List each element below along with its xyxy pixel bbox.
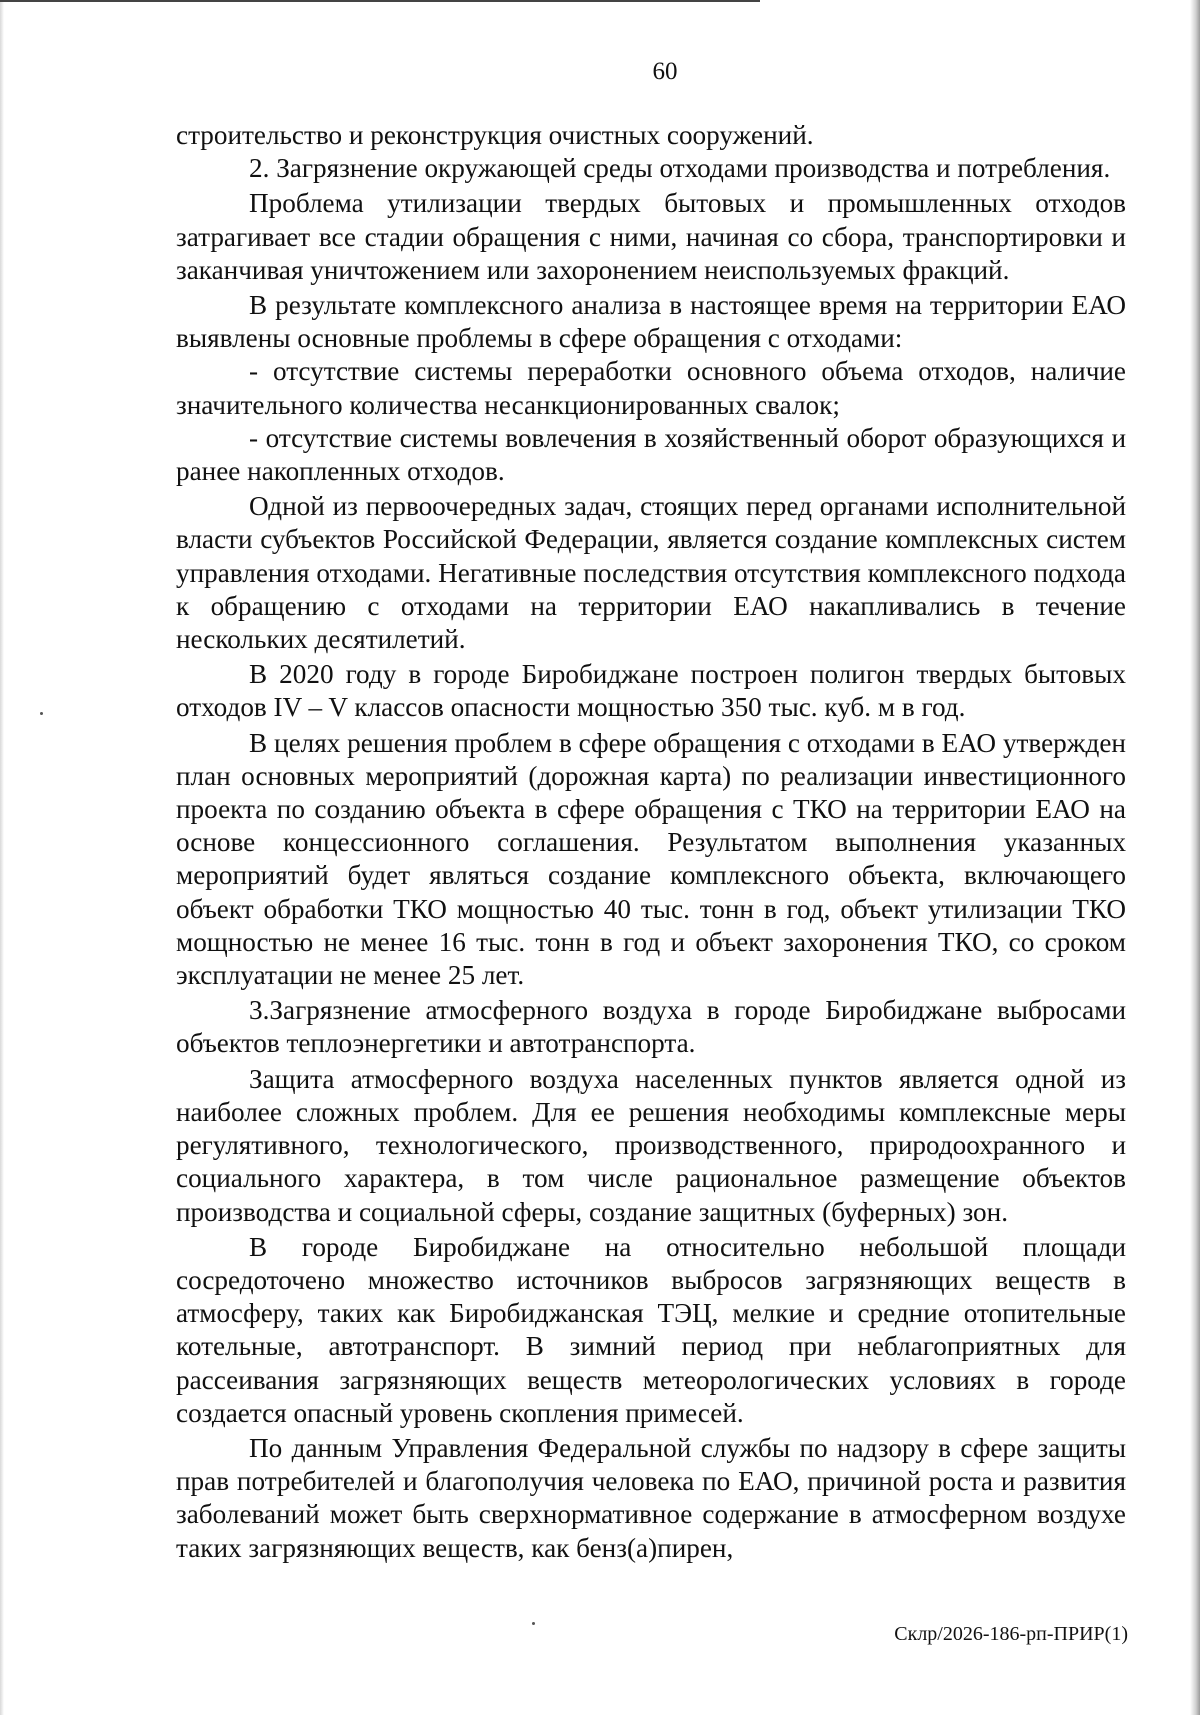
- scan-left-edge: [0, 0, 4, 1715]
- scan-right-edge: [1190, 0, 1200, 1715]
- page-number: 60: [652, 58, 678, 85]
- paragraph: строительство и реконструкция очистных сооружений.: [176, 120, 814, 150]
- document-body: [176, 119, 1126, 1565]
- paragraph: В результате комплексного анализа в настоящее время на территории ЕАО выявлены основные проблемы в сфере обращения с отходами:: [176, 290, 1126, 354]
- paragraph: В целях решения проблем в сфере обращения с отходами в ЕАО утвержден план основных мероприятий (дорожная карта) по реализации инвестиционного проекта по созданию объекта в сфере обращения с ТКО на территории ЕАО на основе концессионного соглашения. Результатом выполнения указанных мероприятий будет являться создание комплексного объекта, включающего объект обработки ТКО мощностью 40 тыс. тонн в год, объект утилизации ТКО мощностью не менее 16 тыс. тонн в год и объект захоронения ТКО, со сроком эксплуатации не менее 25 лет.: [176, 727, 1126, 991]
- scan-top-line: [0, 0, 760, 2]
- paragraph: - отсутствие системы переработки основного объема отходов, наличие значительного количества несанкционированных свалок;: [176, 356, 1126, 420]
- scan-speck: [532, 1622, 535, 1625]
- document-reference-code: Склр/2026-186-рп-ПРИР(1): [894, 1623, 1128, 1645]
- paragraph: В городе Биробиджане на относительно небольшой площади сосредоточено множество источников выбросов загрязняющих веществ в атмосферу, таких как Биробиджанская ТЭЦ, мелкие и средние отопительные котельные, автотранспорт. В зимний период при неблагоприятных для рассеивания загрязняющих веществ метеорологических условиях в городе создается опасный уровень скопления примесей.: [176, 1231, 1126, 1428]
- paragraph: Защита атмосферного воздуха населенных пунктов является одной из наиболее сложных проблем. Для ее решения необходимы комплексные меры регулятивного, технологического, производственного, природоохранного и социального характера, в том числе рациональное размещение объектов производства и социальной сферы, создание защитных (буферных) зон.: [176, 1063, 1126, 1227]
- paragraph: Проблема утилизации твердых бытовых и промышленных отходов затрагивает все стадии обращения с ними, начиная со сбора, транспортировки и заканчивая уничтожением или захоронением неиспользуемых фракций.: [176, 188, 1126, 285]
- paragraph: По данным Управления Федеральной службы по надзору в сфере защиты прав потребителей и благополучия человека по ЕАО, причиной роста и развития заболеваний может быть сверхнормативное содержание в атмосферном воздухе таких загрязняющих веществ, как бенз(а)пирен,: [176, 1432, 1126, 1563]
- paragraph: Одной из первоочередных задач, стоящих перед органами исполнительной власти субъектов Российской Федерации, является создание комплексных систем управления отходами. Негативные последствия отсутствия комплексного подхода к обращению с отходами на территории ЕАО накапливались в течение нескольких десятилетий.: [176, 491, 1126, 655]
- paragraph: - отсутствие системы вовлечения в хозяйственный оборот образующихся и ранее накопленных отходов.: [176, 422, 1126, 487]
- paragraph: 2. Загрязнение окружающей среды отходами производства и потребления.: [249, 153, 1111, 184]
- scan-speck: [40, 712, 43, 715]
- paragraph: 3.Загрязнение атмосферного воздуха в городе Биробиджане выбросами объектов теплоэнергетики и автотранспорта.: [176, 995, 1126, 1059]
- paragraph: В 2020 году в городе Биробиджане построен полигон твердых бытовых отходов IV – V классов опасности мощностью 350 тыс. куб. м в год.: [176, 659, 1126, 723]
